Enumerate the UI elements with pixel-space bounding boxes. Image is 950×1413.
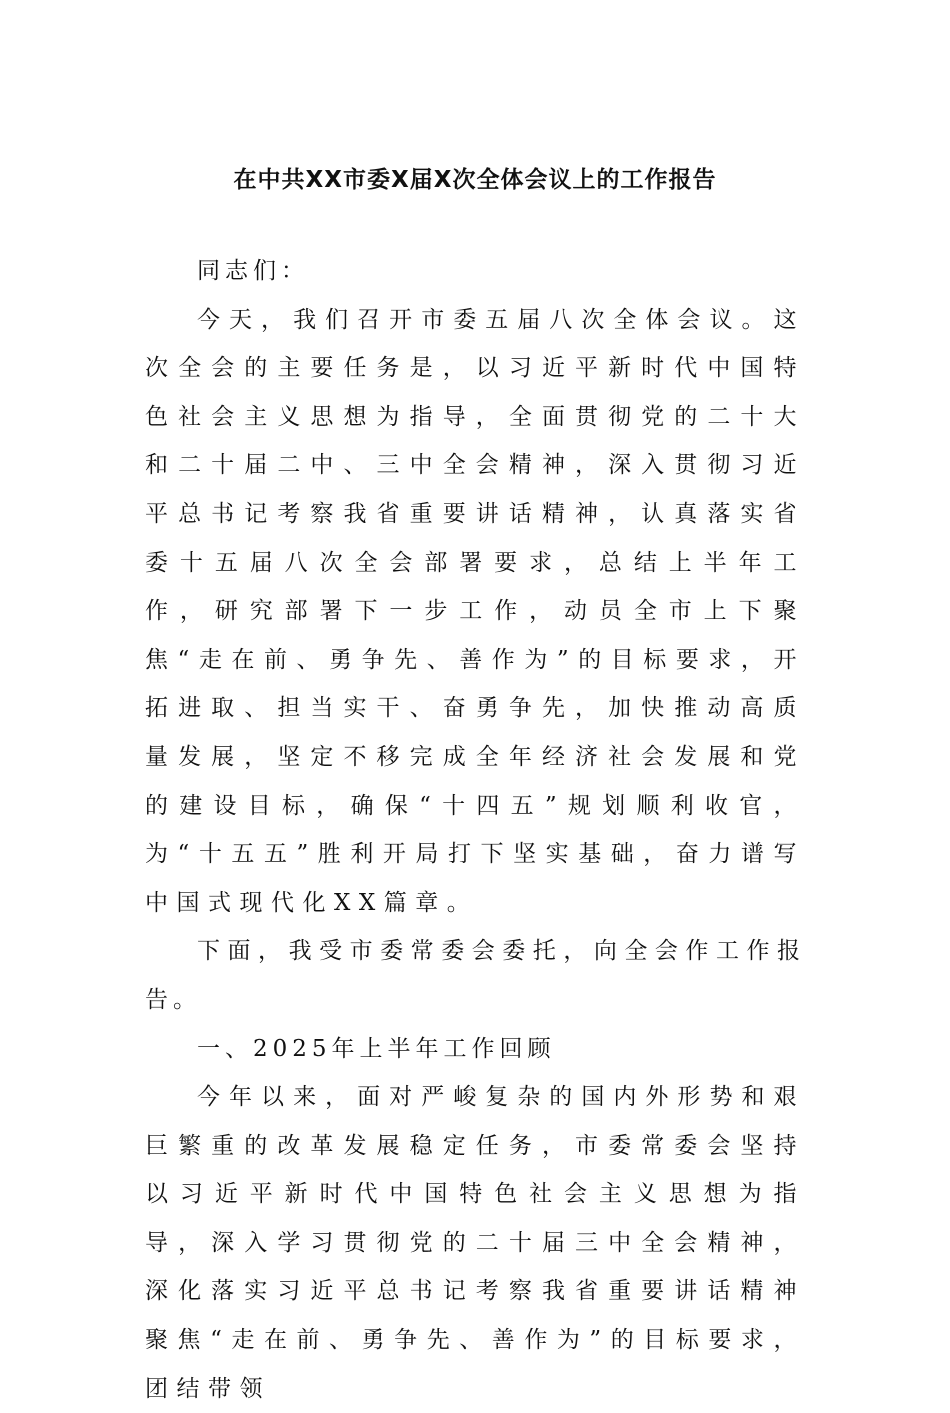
paragraph-report-intro: 下面，我受市委常委会委托，向全会作工作报告。 xyxy=(145,938,805,1013)
paragraph-opening: 今天，我们召开市委五届八次全体会议。这次全会的主要任务是，以习近平新时代中国特色社会主义思想为指导，全面贯彻党的二十大和二十届二中、三中全会精神，深入贯彻习近平总书记考察我省重要讲话精神，认真落实省委十五届八次全会部署要求，总结上半年工作，研究部署下一步工作，动员全市上下聚焦“走在前、勇争先、善作为”的目标要求，开拓进取、担当实干、奋勇争先，加快推动高质量发展，坚定不移完成全年经济社会发展和党的建设目标，确保“十四五”规划顺利收官，为“十五五”胜利开局打下坚实基础，奋力谱写中国式现代化XX篇章。 xyxy=(145,306,805,916)
document-title: 在中共XX市委X届X次全体会议上的工作报告 xyxy=(233,167,717,193)
section-heading: 一、2025年上半年工作回顾 xyxy=(197,1035,556,1062)
paragraph-review: 今年以来，面对严峻复杂的国内外形势和艰巨繁重的改革发展稳定任务，市委常委会坚持以习近平新时代中国特色社会主义思想为指导，深入学习贯彻党的二十届三中全会精神，深化落实习近平总书记考察我省重要讲话精神聚焦“走在前、勇争先、善作为”的目标要求，团结带领 xyxy=(145,1084,805,1402)
salutation: 同志们： xyxy=(197,258,309,284)
document-body xyxy=(145,247,805,1413)
